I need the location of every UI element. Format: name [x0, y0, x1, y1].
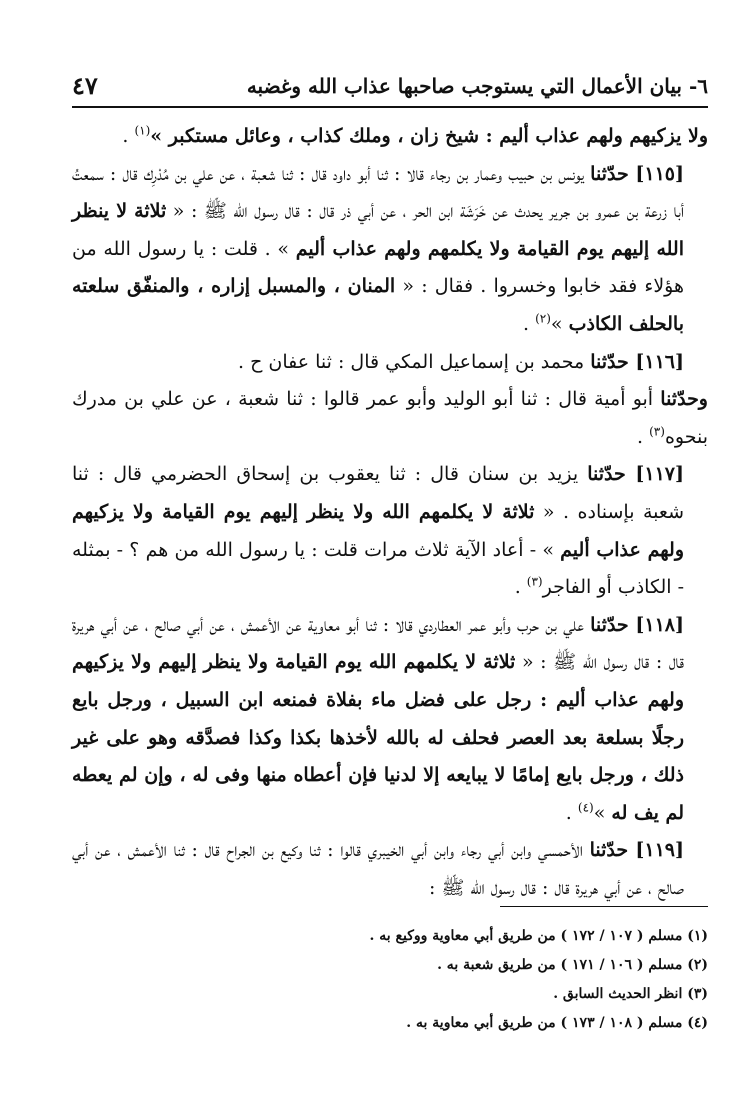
text-run: . [637, 425, 650, 448]
paragraph [72, 344, 708, 382]
page-header [72, 58, 708, 108]
footnote-reference: (٤) [577, 800, 594, 815]
text-run: يونس بن حبيب وعمار بن رجاء قالا : ثنا أبو داود قال : ثنا شعبة ، عن علي بن مُدْرِك قال : سمعتُ أبا زرعة بن عمرو بن جرير يحدث عن خَرَشَة ابن الحر ، عن أبي ذر قال : قال رسول الله ﷺ : « [72, 162, 684, 223]
text-run: أبو أمية قال : ثنا أبو الوليد وأبو عمر قالوا : ثنا شعبة ، عن علي بن مدرك بنحوه [72, 388, 708, 448]
footnote-reference: (٣) [526, 574, 543, 589]
bold-text: [١١٥] حدّثنا [590, 162, 684, 185]
text-run: . [523, 312, 536, 335]
footnote-1: (١) مسلم ( ١٠٧ / ١٧٢ ) من طريق أبي معاوية ووكيع به . [369, 928, 708, 944]
footnote-reference: (٢) [535, 311, 551, 326]
text-run: . [565, 801, 578, 824]
bold-text: [١١٨] حدّثنا [590, 613, 684, 636]
bold-text: وحدّثنا [660, 388, 708, 411]
text-run: يزيد بن سنان قال : ثنا يعقوب بن إسحاق الحضرمي قال : ثنا شعبة بإسناده . « [72, 463, 684, 523]
text-run: » - أعاد الآية ثلاث مرات قلت : يا رسول الله من هم ؟ - بمثله - الكاذب أو الفاجر [72, 538, 684, 599]
bold-text: ثلاثة لا يكلمهم الله ولا ينظر إليهم يوم القيامة ولا يزكيهم ولهم عذاب أليم [72, 500, 685, 561]
bold-text: [١١٧] حدّثنا [587, 463, 684, 486]
body-text [72, 118, 708, 907]
text-run: محمد بن إسماعيل المكي قال : ثنا عفان ح . [237, 350, 591, 373]
footnote-3: (٣) انظر الحديث السابق . [553, 986, 708, 1002]
footnotes [68, 922, 708, 1038]
text-run: » [593, 801, 612, 824]
text-run: » . قلت : يا رسول الله من هؤلاء فقد خابوا وخسروا . فقال : « [72, 237, 684, 298]
running-title: ٦- بيان الأعمال التي يستوجب صاحبها عذاب الله وغضبه [246, 74, 708, 98]
paragraph [72, 381, 708, 456]
paragraph [72, 456, 708, 606]
paragraph [72, 607, 708, 833]
bold-text: ثلاثة لا ينظر الله إليهم يوم القيامة ولا يكلمهم ولهم عذاب أليم [72, 200, 684, 260]
footnote-4: (٤) مسلم ( ١٠٨ / ١٧٣ ) من طريق أبي معاوية به . [406, 1015, 708, 1031]
paragraph [72, 832, 708, 907]
bold-text: ولا يزكيهم ولهم عذاب أليم : شيخ زان ، وملك كذاب ، وعائل مستكبر » [150, 125, 708, 147]
bold-text: [١١٩] حدّثنا [589, 839, 684, 862]
paragraph [72, 118, 708, 156]
footnote-reference: (٣) [649, 424, 665, 439]
paragraph [72, 156, 708, 344]
text-run: » [550, 312, 569, 335]
bold-text: المنان ، والمسبل إزاره ، والمنفّق سلعته بالحلف الكاذب [72, 275, 684, 335]
footnote-2: (٢) مسلم ( ١٠٦ / ١٧١ ) من طريق شعبة به . [437, 957, 708, 973]
text-run: . [514, 576, 527, 599]
footnote-reference: (١) [134, 123, 151, 138]
bold-text: [١١٦] حدّثنا [590, 350, 684, 373]
text-run: . [122, 125, 135, 147]
text-run: علي بن حرب وأبو عمر العطاردي قالا : ثنا أبو معاوية عن الأعمش ، عن أبي صالح ، عن أبي هريرة قال : قال رسول الله ﷺ : « [72, 613, 684, 674]
page-number: ٤٧ [72, 71, 98, 100]
bold-text: ثلاثة لا يكلمهم الله يوم القيامة ولا ينظر إليهم ولا يزكيهم ولهم عذاب أليم : رجل على فضل ماء بفلاة فمنعه ابن السبيل ، ورجل بايع رجلًا بسلعة بعد العصر فحلف له بالله لأخذها بكذا وكذا فصدَّقه وهو على غير ذلك ، ورجل بايع إمامًا لا يبايعه إلا لدنيا فإن أعطاه منها وفى له ، وإن لم يعطه لم يف له [72, 651, 684, 824]
footnote-separator [500, 906, 708, 907]
text-run: الأحمسي وابن أبي رجاء وابن أبي الخيبري قالوا : ثنا وكيع بن الجراح قال : ثنا الأعمش ، عن أبي صالح ، عن أبي هريرة قال : قال رسول الله ﷺ : [72, 839, 684, 899]
